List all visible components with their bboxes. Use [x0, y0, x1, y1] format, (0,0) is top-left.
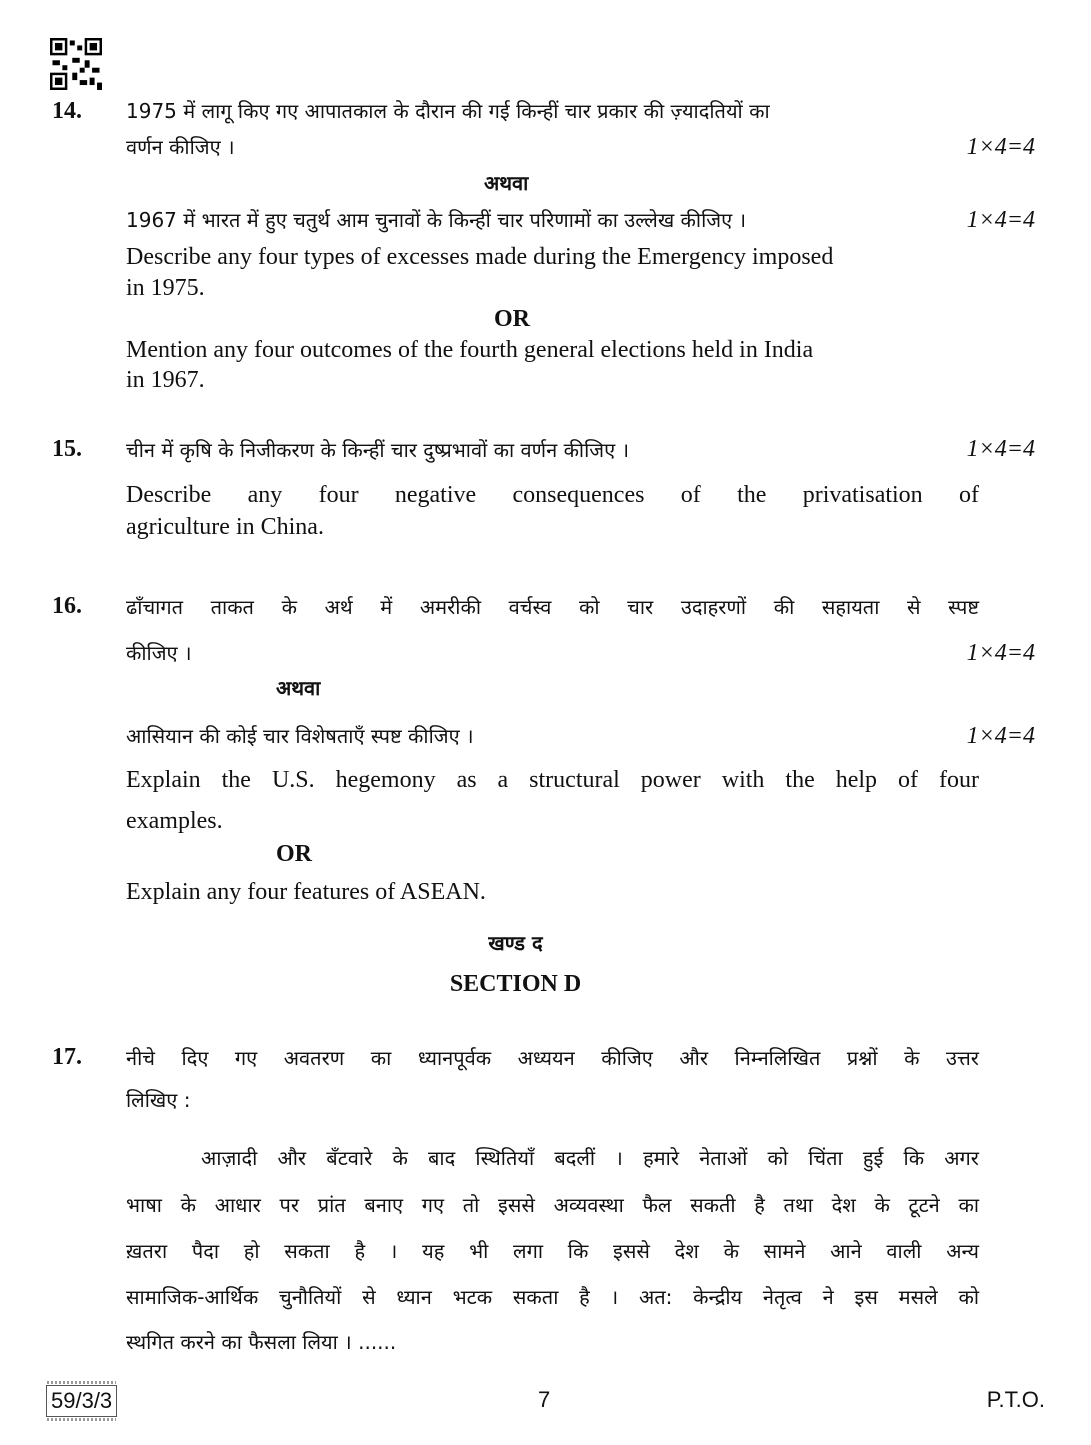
question-number: 14.: [52, 98, 82, 124]
q15-english-line1: Describe any four negative consequences of the privatisation of: [126, 482, 979, 508]
q15-english-line2: agriculture in China.: [126, 514, 324, 540]
question-number: 17.: [52, 1044, 82, 1070]
passage-line2: भाषा के आधार पर प्रांत बनाए गए तो इससे अव्यवस्था फैल सकती है तथा देश के टूटने का: [126, 1193, 980, 1217]
q16-hindi-line1: ढाँचागत ताकत के अर्थ में अमरीकी वर्चस्व को चार उदाहरणों की सहायता से स्पष्ट: [126, 595, 979, 619]
q15-hindi: चीन में कृषि के निजीकरण के किन्हीं चार दुष्प्रभावों का वर्णन कीजिए ।: [126, 438, 630, 462]
marks: 1×4=4: [966, 207, 1035, 233]
qr-code: [50, 38, 102, 90]
q14-english-or-line2: in 1967.: [126, 367, 205, 393]
q17-hindi-line2: लिखिए :: [126, 1088, 191, 1112]
marks: 1×4=4: [966, 134, 1035, 160]
pto-label: P.T.O.: [986, 1387, 1045, 1412]
page-number: 7: [538, 1387, 551, 1412]
q14-hindi-line2: वर्णन कीजिए ।: [126, 135, 235, 159]
marks: 1×4=4: [966, 436, 1035, 462]
paper-code: 59/3/3: [46, 1385, 117, 1417]
q14-english-line1: Describe any four types of excesses made during the Emergency imposed: [126, 244, 834, 270]
question-number: 15.: [52, 436, 82, 462]
question-number: 16.: [52, 593, 82, 619]
passage-line1: आज़ादी और बँटवारे के बाद स्थितियाँ बदलीं । हमारे नेताओं को चिंता हुई कि अगर: [201, 1146, 979, 1170]
or-label: OR: [494, 306, 530, 332]
section-heading-hindi: खण्ड द: [488, 931, 543, 955]
athva-label: अथवा: [484, 171, 529, 195]
q14-english-line2: in 1975.: [126, 275, 205, 301]
q14-hindi-line1: 1975 में लागू किए गए आपातकाल के दौरान की गई किन्हीं चार प्रकार की ज़्यादतियों का: [126, 99, 770, 123]
passage-line3: ख़तरा पैदा हो सकता है । यह भी लगा कि इससे देश के सामने आने वाली अन्य: [126, 1239, 979, 1263]
q14-english-or-line1: Mention any four outcomes of the fourth general elections held in India: [126, 337, 814, 363]
q17-hindi-line1: नीचे दिए गए अवतरण का ध्यानपूर्वक अध्ययन कीजिए और निम्नलिखित प्रश्नों के उत्तर: [126, 1046, 979, 1070]
q16-hindi-line2: कीजिए ।: [126, 641, 192, 665]
marks: 1×4=4: [966, 723, 1035, 749]
q16-english-or: Explain any four features of ASEAN.: [126, 879, 486, 905]
q16-english-line1: Explain the U.S. hegemony as a structural power with the help of four: [126, 767, 979, 793]
or-label: OR: [276, 841, 312, 867]
passage-line4: सामाजिक-आर्थिक चुनौतियों से ध्यान भटक सकता है । अत: केन्द्रीय नेतृत्व ने इस मसले को: [126, 1285, 979, 1309]
section-heading-english: SECTION D: [449, 971, 582, 997]
q14-hindi-or: 1967 में भारत में हुए चतुर्थ आम चुनावों के किन्हीं चार परिणामों का उल्लेख कीजिए ।: [126, 208, 747, 232]
marks: 1×4=4: [966, 640, 1035, 666]
athva-label: अथवा: [276, 676, 321, 700]
passage-line5: स्थगित करने का फैसला लिया । ......: [126, 1330, 397, 1354]
q16-hindi-or: आसियान की कोई चार विशेषताएँ स्पष्ट कीजिए ।: [126, 724, 474, 748]
q16-english-line2: examples.: [126, 808, 223, 834]
